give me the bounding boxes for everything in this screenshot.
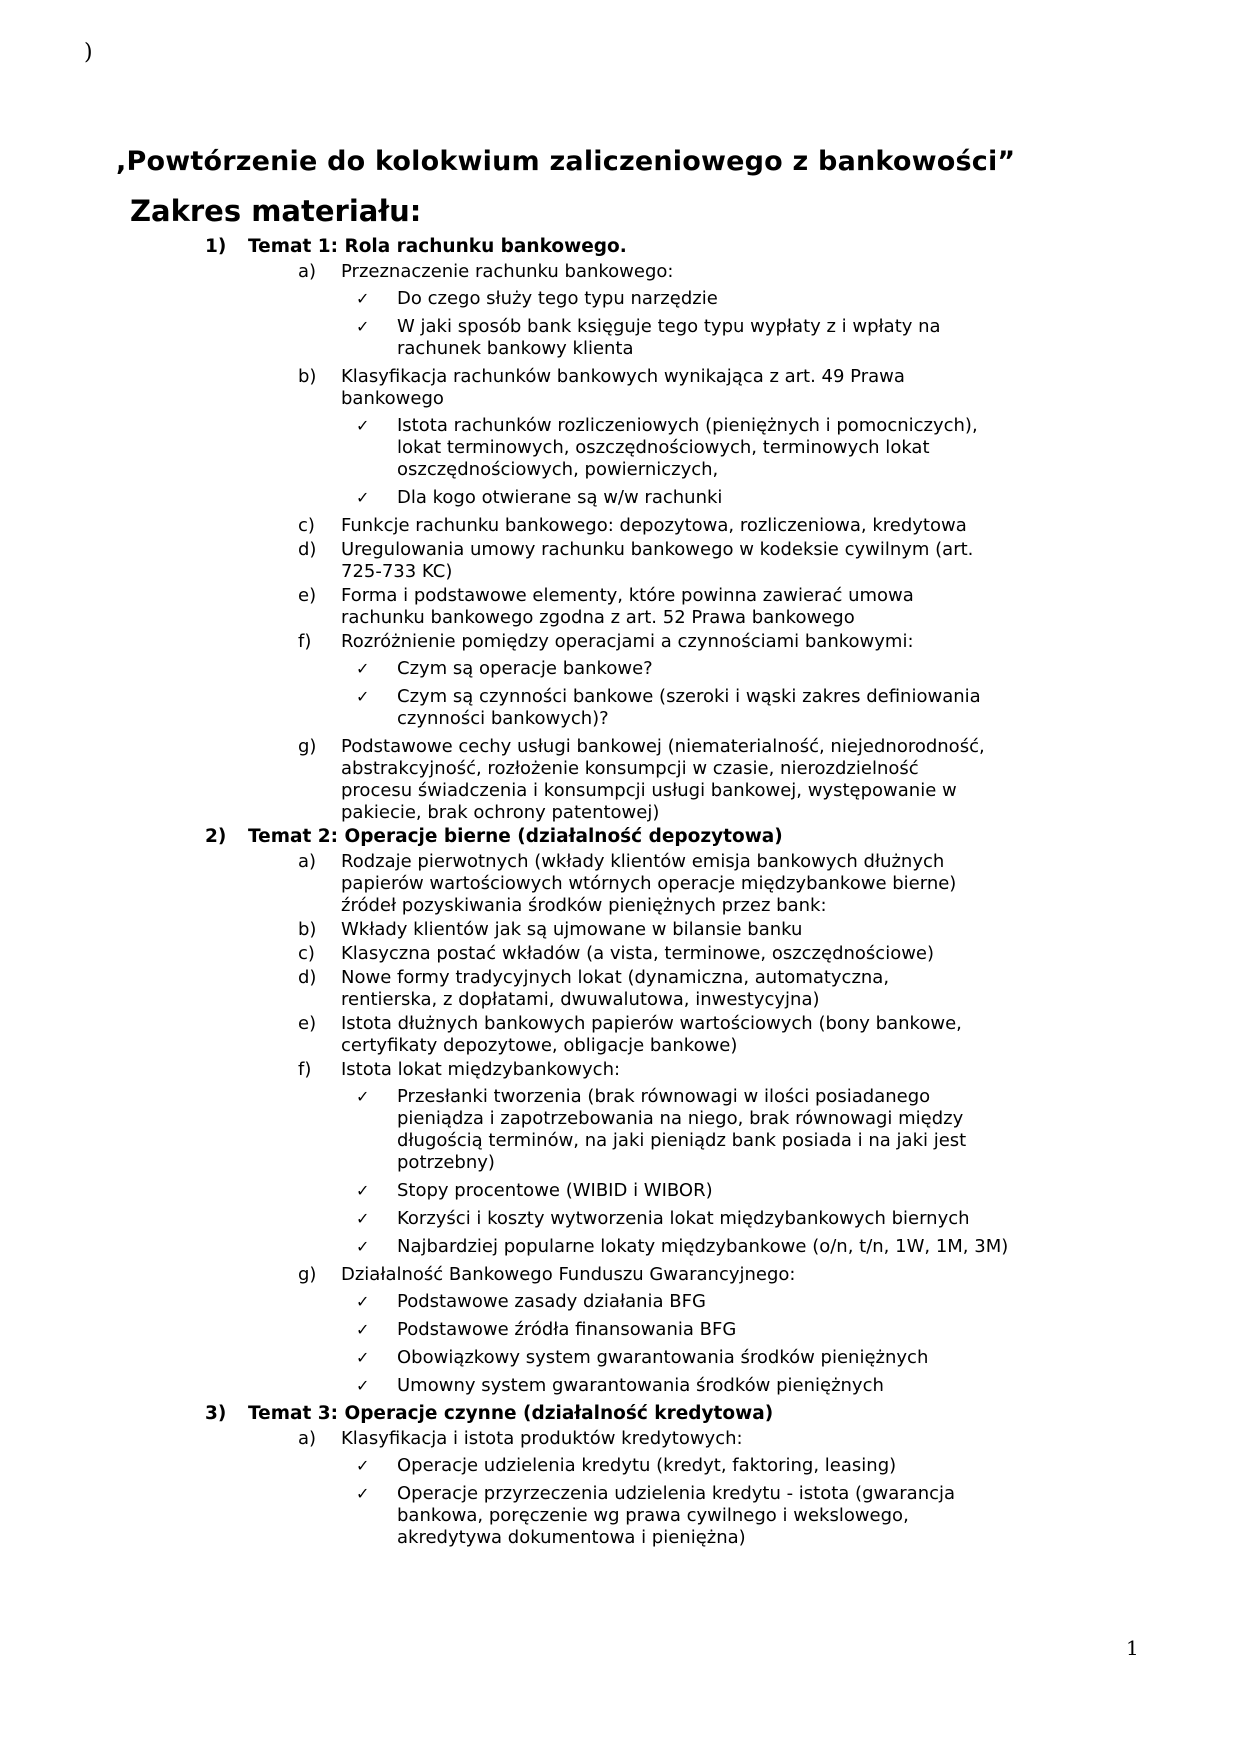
subitem-text: Korzyści i koszty wytworzenia lokat międzybankowych biernych [397,1208,970,1229]
subitem-text: Operacje przyrzeczenia udzielenia kredytu - istota (gwarancja bankowa, poręczenie wg prawa cywilnego i wekslowego, akredytywa dokumentowa i pieniężna) [397,1483,956,1548]
page-number: 1 [1126,1636,1139,1660]
check-item [356,1291,1018,1313]
topic-title: Temat 3: Operacje czynne (działalność kredytowa) [248,1403,774,1424]
item-text: Klasyfikacja rachunków bankowych wynikająca z art. 49 Prawa bankowego [341,366,905,409]
subitem-text: Istota rachunków rozliczeniowych (pieniężnych i pomocniczych), lokat terminowych, oszczędnościowych, terminowych lokat oszczędnościowych, powierniczych, [397,415,978,480]
checkmark-icon: ✓ [356,1237,370,1256]
check-item [356,316,1018,360]
subitem-text: Podstawowe źródła finansowania BFG [397,1319,737,1340]
item-letter: b) [298,919,317,940]
checkmark-icon: ✓ [356,317,370,336]
item-letter: f) [298,1059,312,1080]
checkmark-icon: ✓ [356,1181,370,1200]
item-text: Istota dłużnych bankowych papierów wartościowych (bony bankowe, certyfikaty depozytowe, obligacje bankowe) [341,1013,962,1056]
item-letter: a) [298,851,317,872]
letter-item [298,1264,988,1286]
check-item [356,1236,1018,1258]
subitem-text: W jaki sposób bank księguje tego typu wypłaty z i wpłaty na rachunek bankowy klienta [397,316,941,359]
checkmark-icon: ✓ [356,289,370,308]
letter-item [298,1059,988,1081]
item-text: Klasyczna postać wkładów (a vista, terminowe, oszczędnościowe) [341,943,935,964]
checkmark-icon: ✓ [356,1087,370,1106]
subitem-text: Czym są operacje bankowe? [397,658,653,679]
item-letter: g) [298,1264,317,1285]
check-item [356,1086,1018,1174]
letter-item [298,943,988,965]
item-text: Klasyfikacja i istota produktów kredytowych: [341,1428,743,1449]
item-letter: c) [298,943,315,964]
topic-number: 2) [205,826,227,847]
subitem-text: Najbardziej popularne lokaty międzybankowe (o/n, t/n, 1W, 1M, 3M) [397,1236,1009,1257]
subitem-text: Dla kogo otwierane są w/w rachunki [397,487,723,508]
item-text: Rozróżnienie pomiędzy operacjami a czynnościami bankowymi: [341,631,914,652]
item-text: Przeznaczenie rachunku bankowego: [341,261,674,282]
checkmark-icon: ✓ [356,1209,370,1228]
letter-item [298,631,988,653]
item-letter: f) [298,631,312,652]
letter-item [298,515,988,537]
checkmark-icon: ✓ [356,1292,370,1311]
item-text: Podstawowe cechy usługi bankowej (niematerialność, niejednorodność, abstrakcyjność, rozłożenie konsumpcji w czasie, nierozdzielność procesu świadczenia i konsumpcji usługi bankowej, występowanie w pakiecie, brak ochrony patentowej) [341,736,985,823]
check-item [356,1347,1018,1369]
item-letter: d) [298,967,317,988]
item-text: Wkłady klientów jak są ujmowane w bilansie banku [341,919,803,940]
topic-number: 1) [205,236,227,257]
letter-item [298,539,988,583]
checkmark-icon: ✓ [356,659,370,678]
checkmark-icon: ✓ [356,1348,370,1367]
topic-row [205,1403,985,1425]
letter-item [298,1013,988,1057]
item-text: Uregulowania umowy rachunku bankowego w kodeksie cywilnym (art. 725-733 KC) [341,539,974,582]
checkmark-icon: ✓ [356,488,370,507]
topic-number: 3) [205,1403,227,1424]
check-item [356,487,1018,509]
check-item [356,1483,1018,1549]
letter-item [298,919,988,941]
outline-list [0,236,1040,1555]
item-letter: a) [298,261,317,282]
item-letter: e) [298,585,317,606]
item-text: Działalność Bankowego Funduszu Gwarancyjnego: [341,1264,796,1285]
letter-item [298,366,988,410]
checkmark-icon: ✓ [356,1484,370,1503]
letter-item [298,1428,988,1450]
letter-item [298,736,988,824]
subitem-text: Przesłanki tworzenia (brak równowagi w ilości posiadanego pieniądza i zapotrzebowania na niego, brak równowagi między długością terminów, na jaki pieniądz bank posiada i na jaki jest potrzebny) [397,1086,967,1173]
letter-item [298,261,988,283]
subitem-text: Do czego służy tego typu narzędzie [397,288,718,309]
subitem-text: Czym są czynności bankowe (szeroki i wąski zakres definiowania czynności bankowych)? [397,686,981,729]
item-letter: g) [298,736,317,757]
check-item [356,1375,1018,1397]
subitem-text: Podstawowe zasady działania BFG [397,1291,706,1312]
letter-item [298,851,988,917]
subitem-text: Obowiązkowy system gwarantowania środków pieniężnych [397,1347,929,1368]
check-item [356,1208,1018,1230]
item-text: Rodzaje pierwotnych (wkłady klientów emisja bankowych dłużnych papierów wartościowych wtórnych operacje międzybankowe bierne) źródeł pozyskiwania środków pieniężnych przez bank: [341,851,957,916]
check-item [356,1455,1018,1477]
check-item [356,1180,1018,1202]
item-letter: d) [298,539,317,560]
checkmark-icon: ✓ [356,1456,370,1475]
letter-item [298,585,988,629]
item-letter: e) [298,1013,317,1034]
subitem-text: Stopy procentowe (WIBID i WIBOR) [397,1180,713,1201]
checkmark-icon: ✓ [356,1320,370,1339]
item-text: Forma i podstawowe elementy, które powinna zawierać umowa rachunku bankowego zgodna z art. 52 Prawa bankowego [341,585,914,628]
check-item [356,288,1018,310]
item-text: Funkcje rachunku bankowego: depozytowa, rozliczeniowa, kredytowa [341,515,967,536]
topic-row [205,826,985,848]
item-letter: a) [298,1428,317,1449]
check-item [356,686,1018,730]
document-title: ,Powtórzenie do kolokwium zaliczeniowego z bankowości” [116,146,1016,177]
topic-title: Temat 2: Operacje bierne (działalność depozytowa) [248,826,783,847]
scope-heading: Zakres materiału: [130,194,422,228]
topic-row [205,236,985,258]
check-item [356,1319,1018,1341]
stray-paren: ) [84,40,93,65]
item-letter: c) [298,515,315,536]
item-text: Nowe formy tradycyjnych lokat (dynamiczna, automatyczna, rentierska, z dopłatami, dwuwalutowa, inwestycyjna) [341,967,890,1010]
topic-title: Temat 1: Rola rachunku bankowego. [248,236,627,257]
check-item [356,658,1018,680]
checkmark-icon: ✓ [356,416,370,435]
item-letter: b) [298,366,317,387]
subitem-text: Umowny system gwarantowania środków pieniężnych [397,1375,884,1396]
checkmark-icon: ✓ [356,687,370,706]
check-item [356,415,1018,481]
item-text: Istota lokat międzybankowych: [341,1059,621,1080]
letter-item [298,967,988,1011]
checkmark-icon: ✓ [356,1376,370,1395]
subitem-text: Operacje udzielenia kredytu (kredyt, faktoring, leasing) [397,1455,897,1476]
